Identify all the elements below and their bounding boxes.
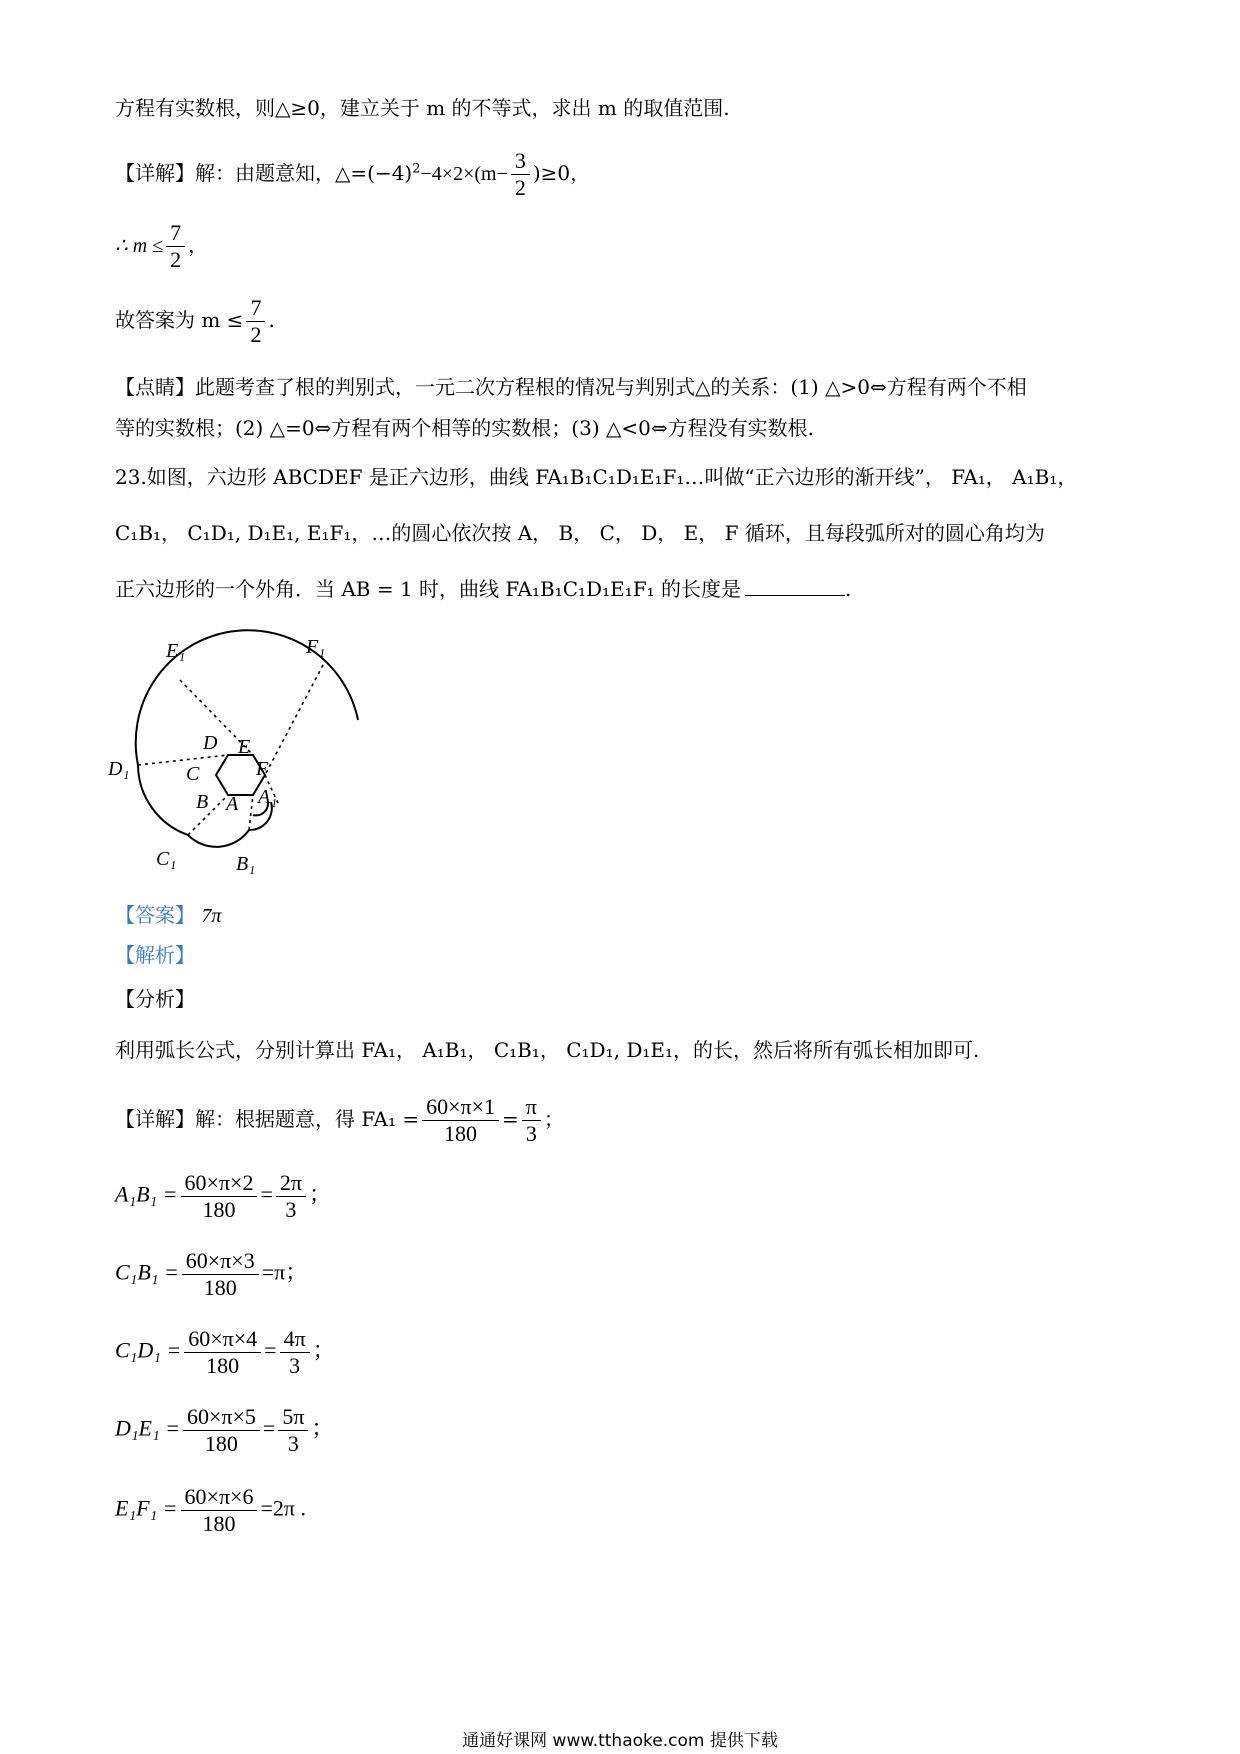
therefore-line: ∴ m ≤ $\frac{7}{2}$ ， <box>115 220 209 272</box>
fenxi-tag: 【分析】 <box>115 987 195 1011</box>
equation-5: D₁E₁ = $\frac{60\times\pi\times 5}{180}$ = $\frac{5\pi}{3}$ ； <box>115 1404 334 1456</box>
fenxi-text: 利用弧长公式，分别计算出 FA₁， A₁B₁， C₁B₁， C₁D₁, D₁E₁，的长，然后将所有弧长相加即可. <box>115 1038 980 1062</box>
equation-2: A₁B₁ = $\frac{60\times\pi\times 2}{180}$ = $\frac{2\pi}{3}$ ； <box>115 1170 331 1222</box>
fraction: $\frac{3}{2}$ <box>511 148 530 201</box>
label-e: E <box>238 736 251 758</box>
label-d: D <box>203 732 218 754</box>
fraction: $\frac{7}{2}$ <box>166 220 185 273</box>
label-b1: B₁ <box>236 853 256 875</box>
fraction: $\frac{7}{2}$ <box>246 295 265 348</box>
label-d1: D₁ <box>108 758 130 780</box>
comment-line-1: 【点睛】此题考查了根的判别式，一元二次方程根的情况与判别式△的关系：(1) △>0⇔方程有两个不相 <box>115 375 1027 399</box>
equation-3: C₁B₁ = $\frac{60\times\pi\times 3}{180}$ =π； <box>115 1248 308 1300</box>
involute-figure <box>108 625 408 894</box>
question-23-line-2: C₁B₁， C₁D₁, D₁E₁, E₁F₁，…的圆心依次按 A， B， C， D， E， F 循环，且每段弧所对的圆心角均为 <box>115 521 1045 545</box>
equation-4: C₁D₁ = $\frac{60\times\pi\times 4}{180}$ = $\frac{4\pi}{3}$ ； <box>115 1326 335 1378</box>
equation-1: 【详解】解：根据题意，得 FA₁ = $\frac{60\times\pi\times 1}{180}$ = $\frac{\pi}{3}$ ； <box>115 1094 564 1146</box>
label-e1: E₁ <box>166 640 186 662</box>
answer-blank <box>745 573 845 596</box>
label-f1: F₁ <box>306 636 326 658</box>
question-23-line-3: 正六边形的一个外角．当 AB = 1 时，曲线 FA₁B₁C₁D₁E₁F₁ 的长度是 . <box>115 573 851 604</box>
label-b: B <box>196 791 209 813</box>
analysis-tag: 【解析】 <box>115 943 195 967</box>
label-c1: C₁ <box>156 848 177 870</box>
answer-line: 故答案为 m ≤ $\frac{7}{2}$ . <box>115 295 275 347</box>
page-footer: 通通好课网 www.tthaoke.com 提供下载 <box>462 1731 778 1751</box>
label-f: F <box>256 758 269 780</box>
equation-6: E₁F₁ = $\frac{60\times\pi\times 6}{180}$ =2π . <box>115 1484 306 1536</box>
label-a: A <box>226 793 239 815</box>
detail-line-1: 【详解】解：由题意知，$\triangle=(-4)^2-4\times 2\times(m-$ $\frac{3}{2}$ )≥0， <box>115 148 591 200</box>
label-c: C <box>186 763 200 785</box>
comment-line-2: 等的实数根；(2) △=0⇔方程有两个相等的实数根；(3) △<0⇔方程没有实数根. <box>115 416 814 440</box>
answer-tag-line: 【答案】 7π <box>115 903 222 927</box>
arc-c1d1 <box>138 765 188 835</box>
involute-diagram <box>108 625 408 890</box>
label-a1: A₁ <box>258 786 278 808</box>
question-23-line-1: 23.如图，六边形 ABCDEF 是正六边形，曲线 FA₁B₁C₁D₁E₁F₁…叫做“正六边形的渐开线”， FA₁， A₁B₁， <box>115 465 1078 489</box>
paragraph-reason: 方程有实数根，则△≥0，建立关于 m 的不等式，求出 m 的取值范围. <box>115 96 730 120</box>
